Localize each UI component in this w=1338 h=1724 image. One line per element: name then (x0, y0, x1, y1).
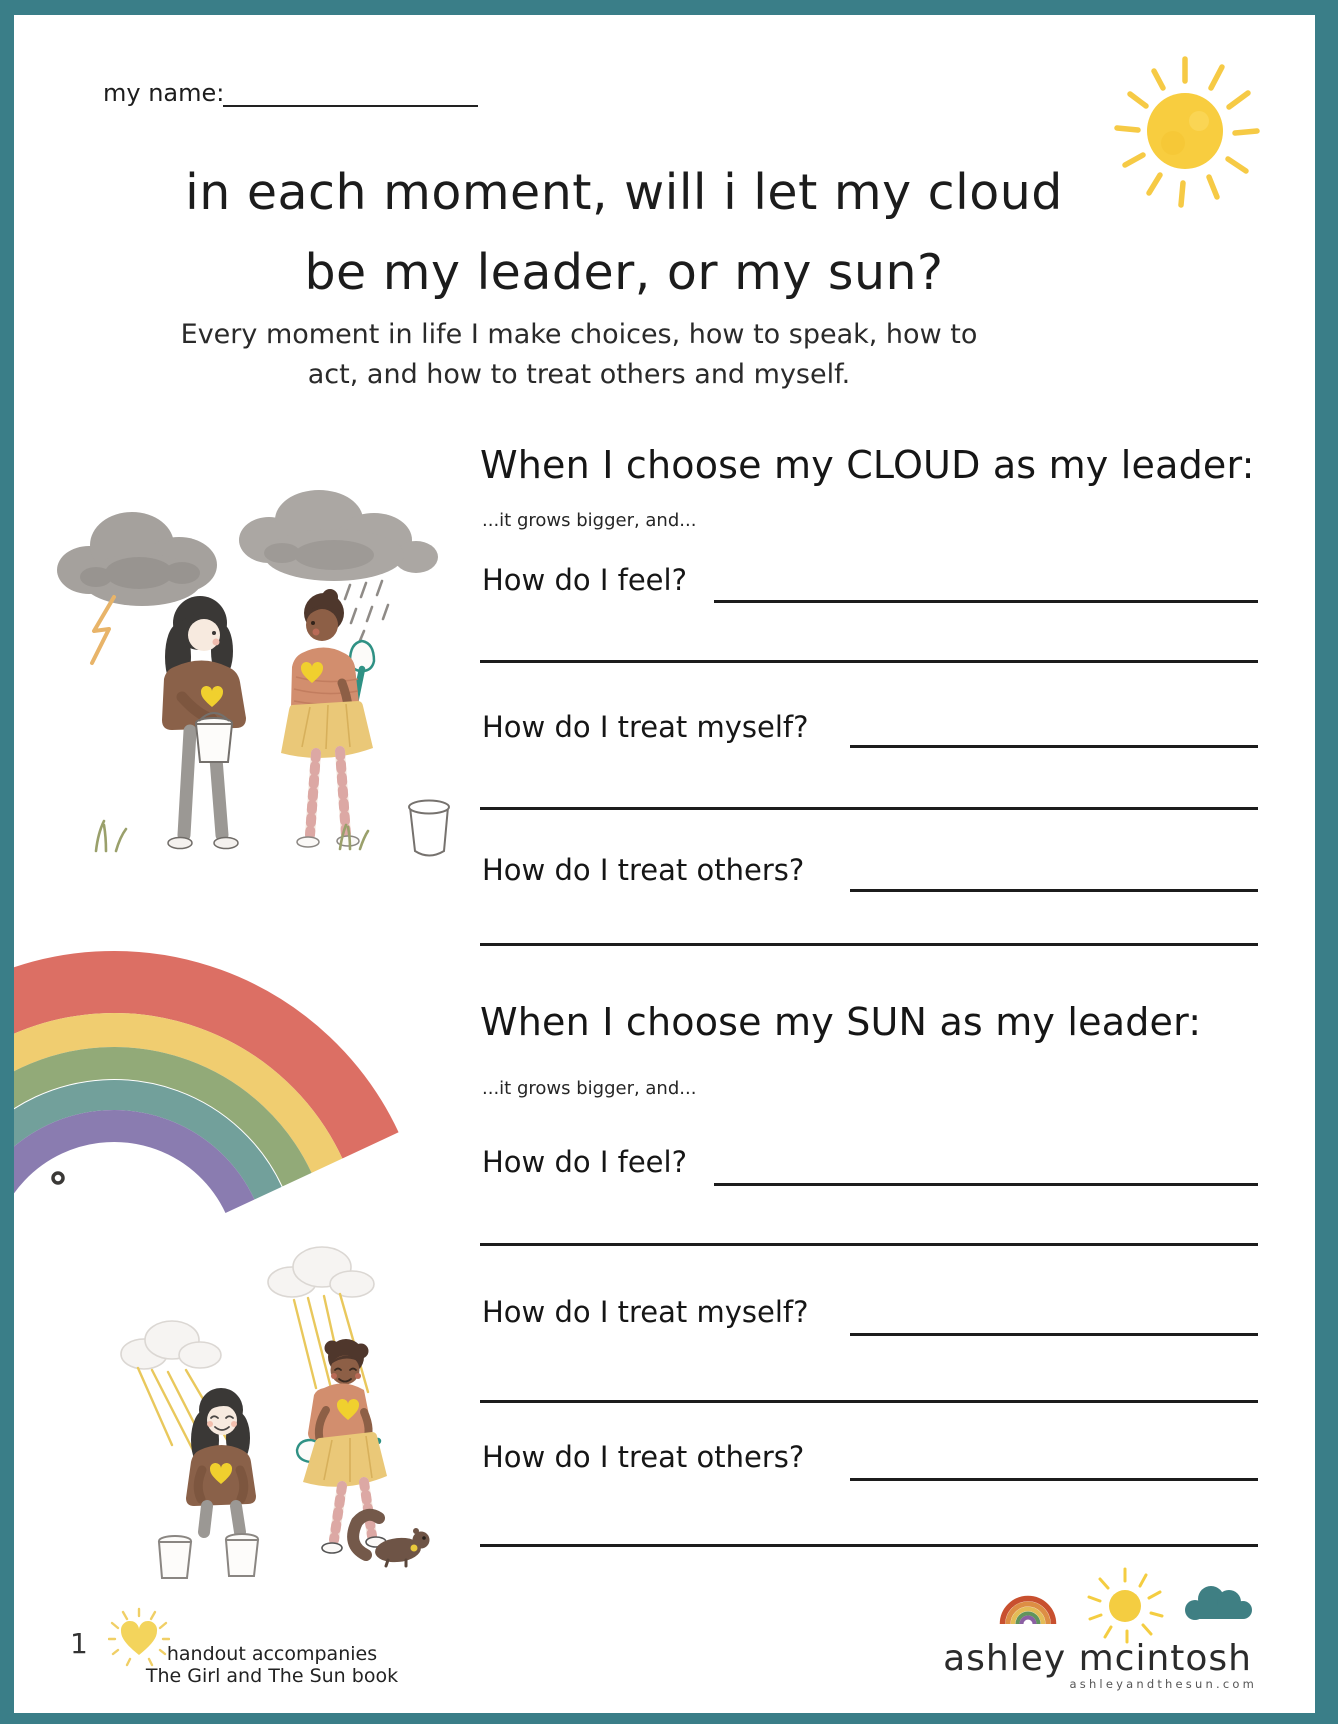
small-dot (53, 1173, 63, 1183)
handout-credit-line-1: handout accompanies (166, 1643, 378, 1665)
page-subtitle-line-1: Every moment in life I make choices, how to speak, how to (180, 319, 978, 350)
sun-feel-answer-line-1[interactable] (714, 1183, 1258, 1186)
page-title-line-1: in each moment, will i let my cloud (185, 164, 1063, 221)
brand-url: ashleyandthesun.com (1069, 1677, 1257, 1691)
cloud-section-note: ...it grows bigger, and... (482, 510, 697, 531)
cloud-treat-others-answer-line-1[interactable] (850, 889, 1258, 892)
squirrel (353, 1515, 429, 1566)
page-number: 1 (70, 1627, 88, 1660)
sun-section-heading: When I choose my SUN as my leader: (480, 1000, 1202, 1044)
worksheet-page (14, 15, 1315, 1713)
cloud-treat-myself-answer-line-1[interactable] (850, 745, 1258, 748)
page-title-line-2: be my leader, or my sun? (304, 244, 944, 301)
cloud-q-treat-myself-label: How do I treat myself? (482, 710, 809, 744)
white-cloud-right (268, 1247, 374, 1404)
lightning-icon (92, 597, 114, 663)
cloud-q-treat-others-label: How do I treat others? (482, 853, 805, 887)
sun-treat-others-answer-line-2[interactable] (480, 1544, 1258, 1547)
cloud-treat-myself-answer-line-2[interactable] (480, 807, 1258, 810)
sun-treat-myself-answer-line-2[interactable] (480, 1400, 1258, 1403)
page-subtitle (24, 315, 1134, 395)
sun-q-treat-others-label: How do I treat others? (482, 1440, 805, 1474)
cloud-treat-others-answer-line-2[interactable] (480, 943, 1258, 946)
sun-treat-others-answer-line-1[interactable] (850, 1478, 1258, 1481)
cloud-feel-answer-line-2[interactable] (480, 660, 1258, 663)
page-subtitle-line-2: act, and how to treat others and myself. (307, 359, 851, 390)
sun-q-treat-myself-label: How do I treat myself? (482, 1295, 809, 1329)
handout-credit (144, 1643, 400, 1687)
cloud-scene-illustration (44, 485, 464, 885)
rain-drops (345, 581, 388, 643)
sun-section-note: ...it grows bigger, and... (482, 1078, 697, 1099)
cloud-q-feel-label: How do I feel? (482, 563, 687, 597)
rainbow (14, 940, 370, 1385)
cloud-section-heading: When I choose my CLOUD as my leader: (480, 443, 1255, 487)
cloud-feel-answer-line-1[interactable] (714, 600, 1258, 603)
girl-with-shovel (281, 589, 374, 847)
sun-treat-myself-answer-line-1[interactable] (850, 1333, 1258, 1336)
sun-icon (1083, 1563, 1167, 1647)
rainbow-scene-illustration (14, 940, 454, 1640)
happy-girl-with-buckets (159, 1388, 258, 1578)
page-title (44, 153, 1204, 313)
handout-credit-line-2: The Girl and The Sun book (145, 1665, 399, 1687)
sun-q-feel-label: How do I feel? (482, 1145, 687, 1179)
rainbow-icon (998, 1578, 1058, 1626)
sun-feel-answer-line-2[interactable] (480, 1243, 1258, 1246)
name-label: my name: (103, 79, 225, 107)
spare-bucket (409, 801, 449, 856)
girl-with-bucket (162, 596, 246, 849)
name-answer-line[interactable] (223, 87, 478, 107)
brand-name: ashley mcintosh (943, 1638, 1252, 1679)
cloud-icon (1180, 1582, 1256, 1624)
